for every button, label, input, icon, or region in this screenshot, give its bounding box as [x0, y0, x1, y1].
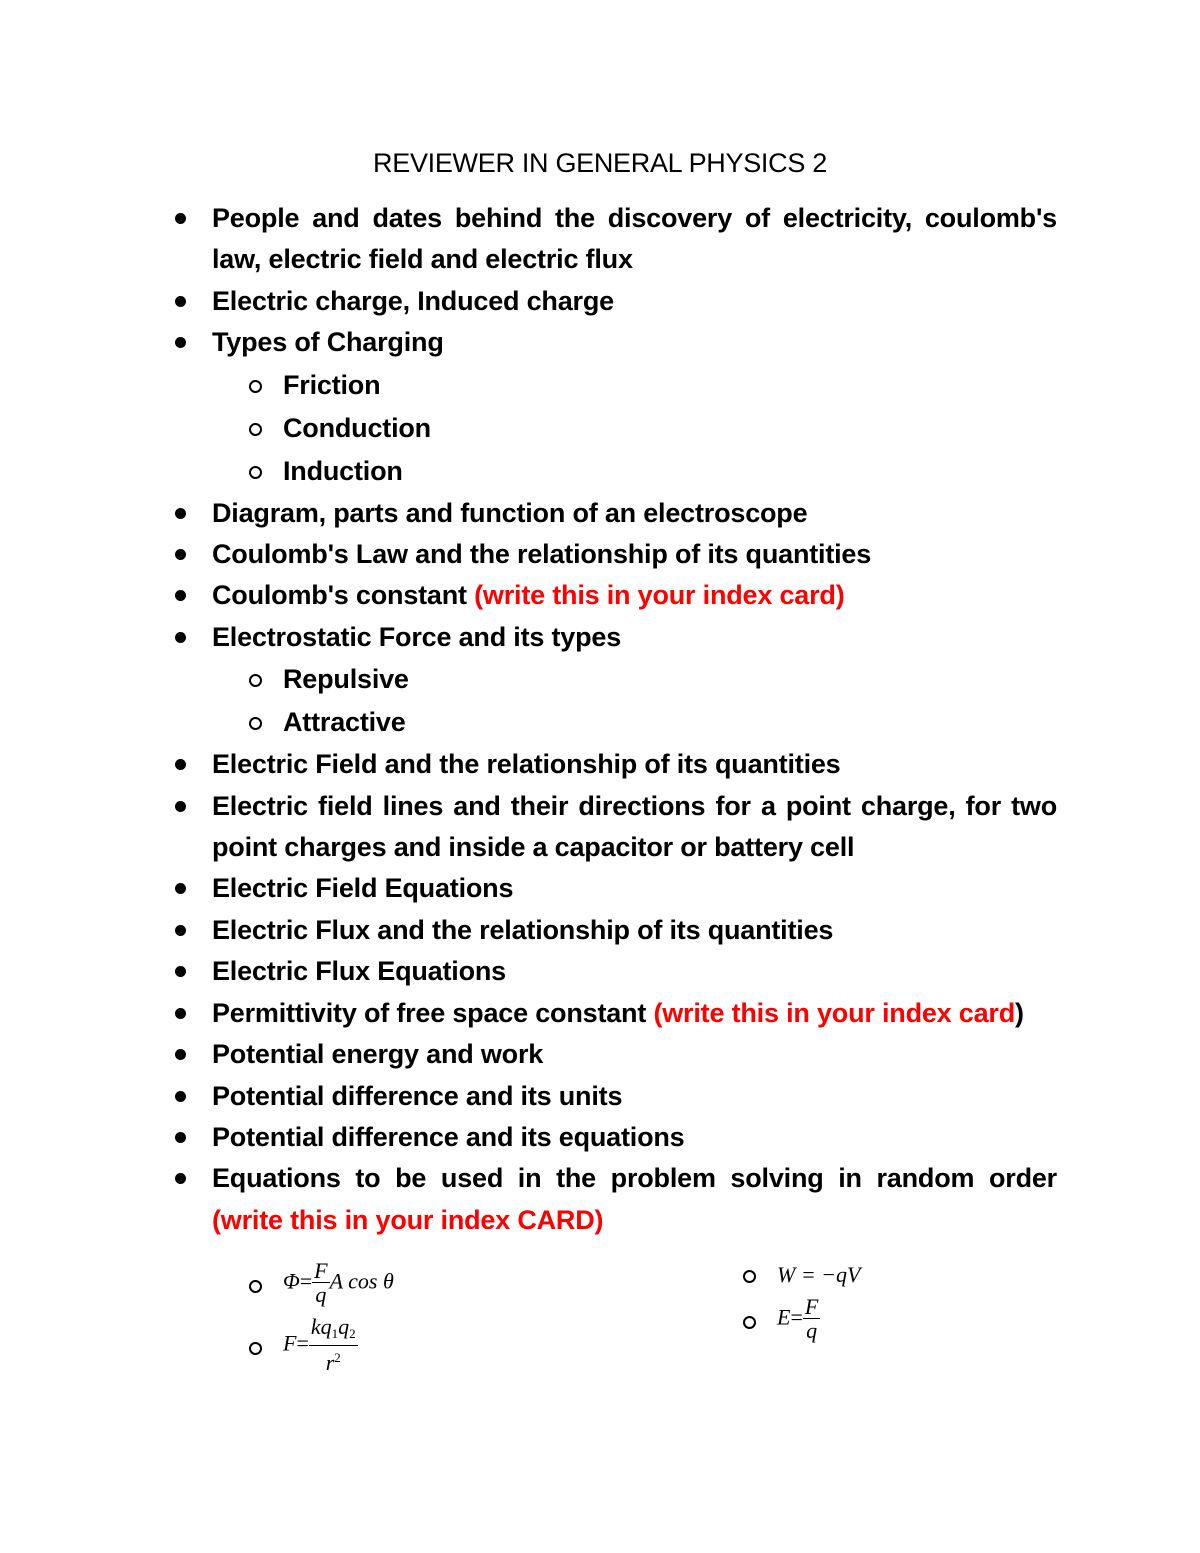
- sub-list-item: Friction: [0, 364, 1200, 407]
- hollow-bullet-icon: [249, 717, 262, 730]
- list-item: Electric field lines and their directions for a point charge, for two point charges and inside a capacitor or battery cell: [0, 786, 1200, 869]
- bullet-icon: [175, 759, 186, 770]
- sub-list-item: Induction: [0, 450, 1200, 493]
- index-card-note: (write this in your index CARD): [212, 1204, 604, 1235]
- hollow-bullet-icon: [249, 674, 262, 687]
- hollow-bullet-icon: [249, 1280, 262, 1293]
- hollow-bullet-icon: [743, 1316, 756, 1329]
- list-item: Electric Field and the relationship of its quantities: [0, 744, 1200, 785]
- list-item: Types of Charging: [0, 322, 1200, 363]
- bullet-icon: [175, 296, 186, 307]
- list-item: Electrostatic Force and its types: [0, 617, 1200, 658]
- list-item: Electric charge, Induced charge: [0, 281, 1200, 322]
- sub-list-item: Repulsive: [0, 658, 1200, 701]
- hollow-bullet-icon: [249, 423, 262, 436]
- list-item: Permittivity of free space constant (write this in your index card): [0, 993, 1200, 1034]
- hollow-bullet-icon: [249, 1342, 262, 1355]
- bullet-icon: [175, 213, 186, 224]
- bullet-icon: [175, 1008, 186, 1019]
- fraction: $\frac{F}{q}$: [314, 1258, 328, 1307]
- hollow-bullet-icon: [249, 466, 262, 479]
- list-item: Coulomb's constant (write this in your index card): [0, 575, 1200, 616]
- list-item: Electric Flux and the relationship of its quantities: [0, 910, 1200, 951]
- list-item: People and dates behind the discovery of electricity, coulomb's law, electric field and electric flux: [0, 198, 1200, 281]
- bullet-icon: [175, 925, 186, 936]
- bullet-icon: [175, 1091, 186, 1102]
- sub-list-item: Attractive: [0, 701, 1200, 744]
- bullet-icon: [175, 508, 186, 519]
- list-item: Coulomb's Law and the relationship of its quantities: [0, 534, 1200, 575]
- document-title: REVIEWER IN GENERAL PHYSICS 2: [373, 148, 827, 178]
- list-item: Electric Field Equations: [0, 868, 1200, 909]
- bullet-icon: [175, 337, 186, 348]
- index-card-note: (write this in your index card): [474, 580, 845, 611]
- equation-coulomb-force: F= $\frac{kq1q2}{r^2}$: [249, 1316, 469, 1380]
- hollow-bullet-icon: [249, 380, 262, 393]
- index-card-note: (write this in your index card: [653, 997, 1016, 1028]
- equation-flux: Φ= $\frac{F}{q}$ A cos θ: [249, 1260, 469, 1320]
- bullet-icon: [175, 1132, 186, 1143]
- bullet-icon: [175, 590, 186, 601]
- bullet-icon: [175, 632, 186, 643]
- hollow-bullet-icon: [743, 1270, 756, 1283]
- bullet-icon: [175, 966, 186, 977]
- equation-electric-field: E= $\frac{F}{q}$: [743, 1296, 943, 1356]
- list-item: Diagram, parts and function of an electroscope: [0, 493, 1200, 534]
- bullet-icon: [175, 1173, 186, 1184]
- list-item: Electric Flux Equations: [0, 951, 1200, 992]
- bullet-icon: [175, 883, 186, 894]
- list-item: Potential difference and its equations: [0, 1117, 1200, 1158]
- fraction: $\frac{kq1q2}{r^2}$: [310, 1314, 356, 1375]
- list-item: Equations to be used in the problem solving in random order (write this in your index CARD): [0, 1158, 1200, 1241]
- topic-list: [0, 198, 1200, 1241]
- bullet-icon: [175, 549, 186, 560]
- bullet-icon: [175, 1049, 186, 1060]
- bullet-icon: [175, 801, 186, 812]
- fraction: $\frac{F}{q}$: [804, 1294, 819, 1343]
- list-item: Potential difference and its units: [0, 1076, 1200, 1117]
- equation-work: W = −qV: [743, 1262, 943, 1292]
- list-item: Potential energy and work: [0, 1034, 1200, 1075]
- sub-list-item: Conduction: [0, 407, 1200, 450]
